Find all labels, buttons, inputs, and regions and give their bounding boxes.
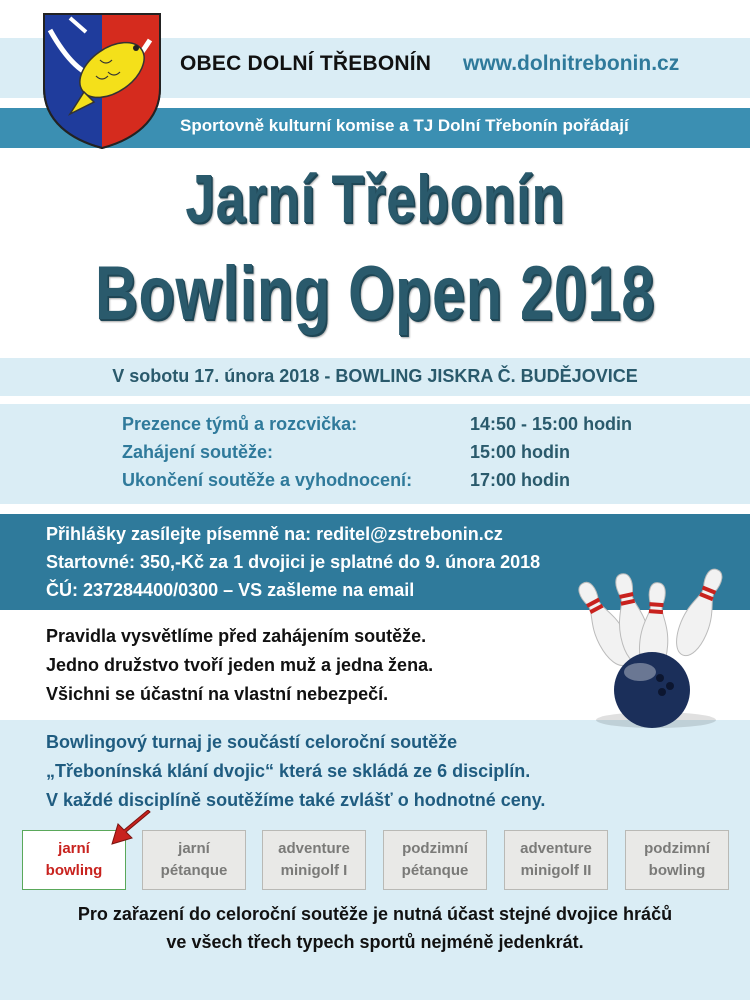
discipline-label: podzimní xyxy=(402,840,468,857)
event-date-place: V sobotu 17. února 2018 - BOWLING JISKRA Č. BUDĚJOVICE xyxy=(112,366,638,386)
footer-line: ve všech třech typech sportů nejméně jedenkrát. xyxy=(166,932,584,952)
rules-line: Všichni se účastní na vlastní nebezpečí. xyxy=(46,684,389,704)
discipline-label: bowling xyxy=(45,862,103,879)
discipline-box-minigolf-2 xyxy=(504,830,608,890)
schedule-label: Ukončení soutěže a vyhodnocení: xyxy=(122,470,413,490)
info-line-account: ČÚ: 237284400/0300 – VS zašleme na email xyxy=(46,580,415,600)
discipline-label: podzimní xyxy=(644,840,710,857)
schedule-label: Prezence týmů a rozcvička: xyxy=(122,414,358,434)
discipline-label: adventure xyxy=(520,840,592,857)
discipline-label: adventure xyxy=(278,840,350,857)
discipline-box-spring-petanque xyxy=(142,830,246,890)
organizers-text: Sportovně kulturní komise a TJ Dolní Třebonín pořádají xyxy=(180,116,629,135)
info-line-fee: Startovné: 350,-Kč za 1 dvojici je splatné do 9. února 2018 xyxy=(46,552,541,572)
discipline-label: minigolf II xyxy=(520,862,592,879)
arrow-pointer-icon xyxy=(110,810,154,846)
discipline-label: bowling xyxy=(648,862,706,879)
info-line-registration: Přihlášky zasílejte písemně na: reditel@zstrebonin.cz xyxy=(46,524,503,544)
event-title-line2: Bowling Open 2018 xyxy=(94,251,656,336)
event-title-line1: Jarní Třebonín xyxy=(185,161,565,237)
schedule-time: 15:00 hodin xyxy=(470,442,571,462)
discipline-label: jarní xyxy=(58,840,90,857)
discipline-label: pétanque xyxy=(160,862,228,879)
bowling-pin xyxy=(670,565,730,661)
discipline-box-autumn-bowling xyxy=(625,830,729,890)
discipline-label: minigolf I xyxy=(280,862,348,879)
rules-line: Jedno družstvo tvoří jeden muž a jedna žena. xyxy=(46,655,434,675)
discipline-label: pétanque xyxy=(401,862,469,879)
cup-line: „Třebonínská klání dvojic“ která se skládá ze 6 disciplín. xyxy=(46,761,531,781)
schedule-time: 14:50 - 15:00 hodin xyxy=(470,414,633,434)
discipline-box-autumn-petanque xyxy=(383,830,487,890)
website-link[interactable]: www.dolnitrebonin.cz xyxy=(463,52,680,75)
coat-of-arms-icon xyxy=(40,10,164,150)
bowling-ball-icon xyxy=(614,652,690,728)
rules-line: Pravidla vysvětlíme před zahájením soutěže. xyxy=(46,626,427,646)
discipline-box-minigolf-1 xyxy=(262,830,366,890)
footer-line: Pro zařazení do celoroční soutěže je nutná účast stejné dvojice hráčů xyxy=(77,904,673,924)
cup-line: Bowlingový turnaj je součástí celoroční soutěže xyxy=(46,732,458,752)
bowling-pins-icon xyxy=(560,560,740,730)
schedule-time: 17:00 hodin xyxy=(470,470,571,490)
cup-line: V každé disciplíně soutěžíme také zvlášť o hodnotné ceny. xyxy=(46,790,546,810)
discipline-label: jarní xyxy=(178,840,210,857)
village-name: OBEC DOLNÍ TŘEBONÍN xyxy=(180,52,432,75)
schedule-label: Zahájení soutěže: xyxy=(122,442,274,462)
